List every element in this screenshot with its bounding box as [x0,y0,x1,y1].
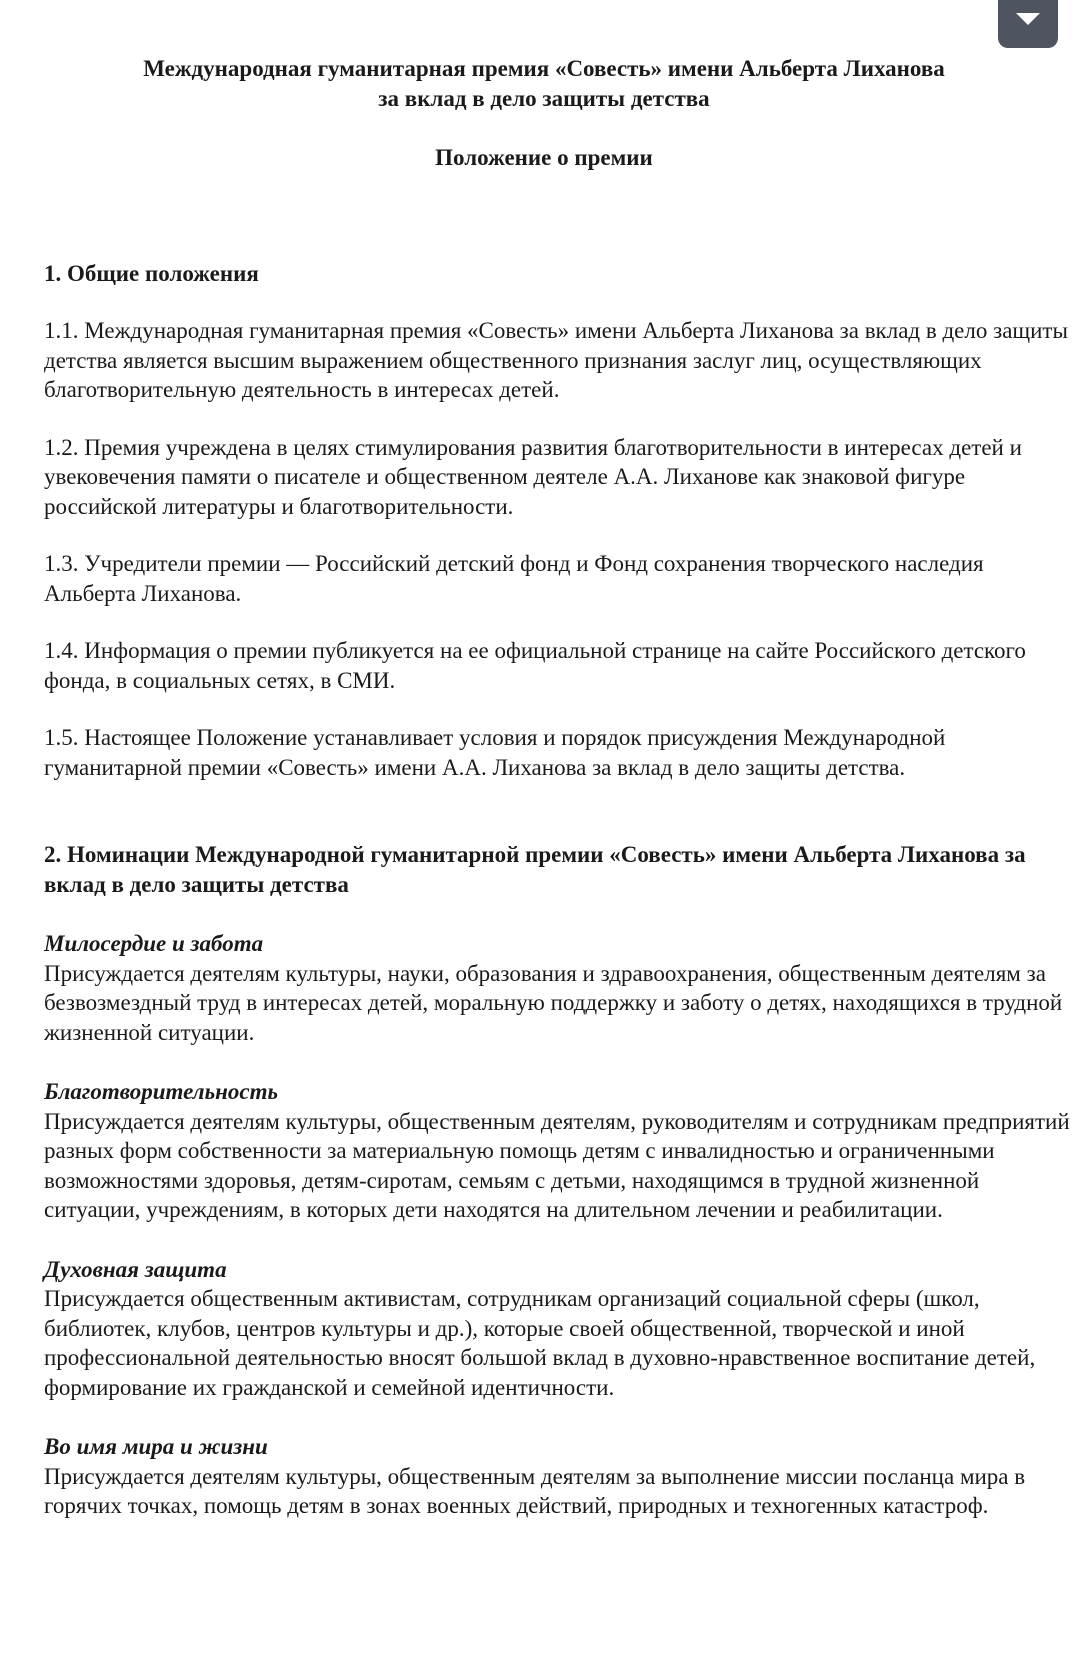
section-heading-general: 1. Общие положения [44,260,259,286]
nomination-title: Духовная защита [44,1256,227,1282]
dropdown-toggle-button[interactable] [998,0,1058,48]
nomination-text: Присуждается общественным активистам, сотрудникам организаций социальной сферы (школ, библиотек, клубов, центров культуры и др.), которые своей общественной, творческой и иной профессиональной деятельностью вносят большой вклад в духовно-нравственное воспитание детей, формирование их гражданской и семейной идентичности. [44,1286,1036,1400]
nomination-text: Присуждается деятелям культуры, общественным деятелям за выполнение миссии посланца мира в горячих точках, помощь детям в зонах военных действий, природных и техногенных катастроф. [44,1463,1026,1518]
nomination-title: Милосердие и забота [44,931,264,956]
nomination-charity [44,1077,1074,1225]
document-title-line-2: за вклад в дело защиты детства [378,85,710,111]
nomination-text: Присуждается деятелям культуры, науки, образования и здравоохранения, общественным деятелям за безвозмездный труд в интересах детей, моральную поддержку и заботу о детях, находящихся в трудной жизненной ситуации. [44,960,1063,1045]
clause-1-3: 1.3. Учредители премии — Российский детский фонд и Фонд сохранения творческого наследия Альберта Лиханова. [44,551,984,606]
nomination-title: Во имя мира и жизни [44,1434,268,1459]
section-heading-nominations: 2. Номинации Международной гуманитарной премии «Совесть» имени Альберта Лиханова за вклад в дело защиты детства [44,842,1026,897]
clause-1-2: 1.2. Премия учреждена в целях стимулирования развития благотворительности в интересах детей и увековечения памяти о писателе и общественном деятеле А.А. Лиханове как знаковой фигуре российской литературы и благотворительности. [44,434,1022,519]
document-subtitle: Положение о премии [435,145,653,170]
document-title-line-1: Международная гуманитарная премия «Совесть» имени Альберта Лиханова [143,56,945,81]
document-body [44,54,1074,1521]
chevron-down-icon [1016,13,1040,25]
nomination-spiritual [44,1255,1074,1403]
clause-1-5: 1.5. Настоящее Положение устанавливает условия и порядок присуждения Международной гуманитарной премии «Совесть» имени А.А. Лиханова за вклад в дело защиты детства. [44,725,946,780]
nomination-mercy [44,929,1074,1047]
nomination-text: Присуждается деятелям культуры, общественным деятелям, руководителям и сотрудникам предприятий разных форм собственности за материальную помощь детям с инвалидностью и ограниченными возможностями здоровья, детям-сиротам, семьям с детьми, находящимся в трудной жизненной ситуации, учреждениям, в которых дети находятся на длительном лечении и реабилитации. [44,1108,1070,1222]
nomination-peace [44,1432,1074,1521]
nomination-title: Благотворительность [44,1079,278,1104]
clause-1-4: 1.4. Информация о премии публикуется на ее официальной странице на сайте Российского детского фонда, в социальных сетях, в СМИ. [44,638,1026,693]
document-header [44,54,1044,173]
clause-1-1: 1.1. Международная гуманитарная премия «Совесть» имени Альберта Лиханова за вклад в дело защиты детства является высшим выражением общественного признания заслуг лиц, осуществляющих благотворительную деятельность в интересах детей. [44,318,1068,402]
